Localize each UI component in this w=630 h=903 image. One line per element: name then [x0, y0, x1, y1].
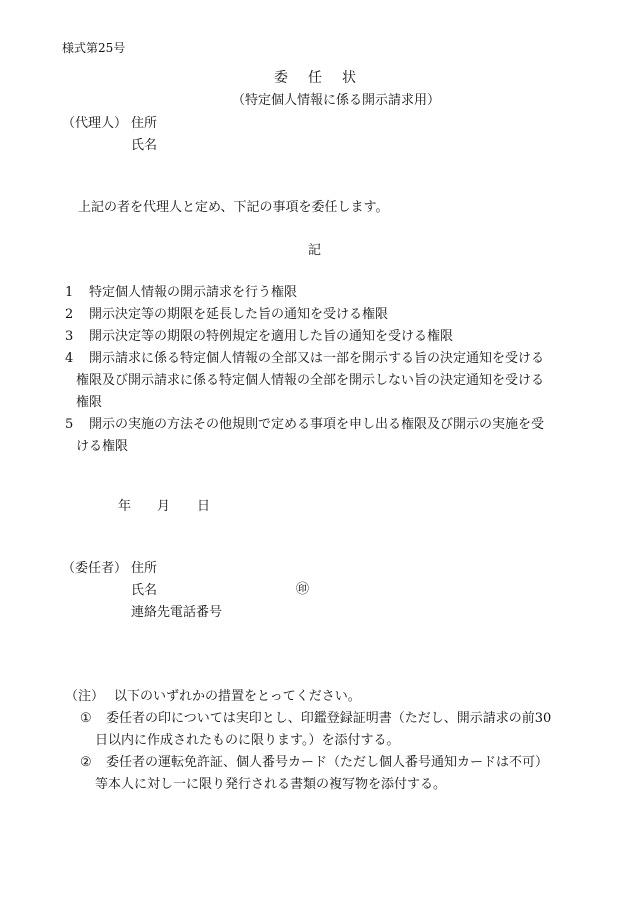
seal-mark: ㊞ [296, 582, 310, 597]
principal-role-label: （委任者） [62, 561, 128, 576]
authority-item-2 [65, 308, 388, 321]
authority-item-5-line-2: ける権限 [76, 439, 129, 454]
principal-phone-label: 連絡先電話番号 [131, 605, 223, 620]
note-label: （注） [65, 689, 105, 704]
agent-role-label: （代理人） [62, 116, 128, 131]
item-number: 1 [65, 285, 74, 300]
authority-item-1 [65, 286, 297, 299]
note-item-1 [80, 712, 551, 725]
item-number: 5 [65, 417, 74, 432]
ki-heading: 記 [308, 243, 322, 258]
note-marker: ① [80, 711, 92, 726]
item-text: 開示決定等の期限を延長した旨の通知を受ける権限 [89, 307, 389, 322]
note-intro: 以下のいずれかの措置をとってください。 [114, 689, 361, 704]
document-subtitle: （特定個人情報に係る開示請求用） [232, 93, 441, 108]
note-text-line-1: 委任者の印については実印とし、印鑑登録証明書（ただし、開示請求の前30 [106, 711, 552, 726]
item-text: 特定個人情報の開示請求を行う権限 [89, 285, 298, 300]
agent-name-label: 氏名 [131, 138, 158, 153]
note-text-line-1: 委任者の運転免許証、個人番号カード（ただし個人番号通知カードは不可） [106, 755, 549, 770]
date-month-label: 月 [157, 499, 171, 514]
document-title [0, 71, 630, 85]
item-number: 3 [65, 329, 74, 344]
form-number: 様式第25号 [62, 41, 126, 55]
note-marker: ② [80, 755, 92, 770]
authority-item-5 [65, 418, 544, 431]
note-item-2 [80, 756, 548, 769]
item-number: 2 [65, 307, 74, 322]
item-text-line-1: 開示の実施の方法その他規則で定める事項を申し出る権限及び開示の実施を受 [89, 417, 545, 432]
title-char-3: 状 [342, 70, 356, 86]
title-char-2: 任 [308, 70, 322, 86]
item-text-line-1: 開示請求に係る特定個人情報の全部又は一部を開示する旨の決定通知を受ける [89, 351, 545, 366]
note-item-2-line-2: 等本人に対し一に限り発行される書類の複写物を添付する。 [95, 777, 447, 792]
item-text: 開示決定等の期限の特例規定を適用した旨の通知を受ける権限 [89, 329, 454, 344]
agent-address-label: 住所 [131, 116, 158, 131]
authority-item-3 [65, 330, 453, 343]
note-header [65, 690, 361, 703]
date-year-label: 年 [118, 499, 132, 514]
principal-name-label: 氏名 [131, 583, 158, 598]
date-day-label: 日 [197, 499, 211, 514]
authority-item-4-line-3: 権限 [76, 395, 103, 410]
authority-item-4 [65, 352, 544, 365]
principal-address-label: 住所 [131, 561, 158, 576]
authority-item-4-line-2: 権限及び開示請求に係る特定個人情報の全部を開示しない旨の決定通知を受ける [76, 373, 545, 388]
note-item-1-line-2: 日以内に作成されたものに限ります。）を添付する。 [95, 733, 400, 748]
title-char-1: 委 [274, 70, 288, 86]
item-number: 4 [65, 351, 74, 366]
delegation-statement: 上記の者を代理人と定め、下記の事項を委任します。 [78, 200, 389, 215]
